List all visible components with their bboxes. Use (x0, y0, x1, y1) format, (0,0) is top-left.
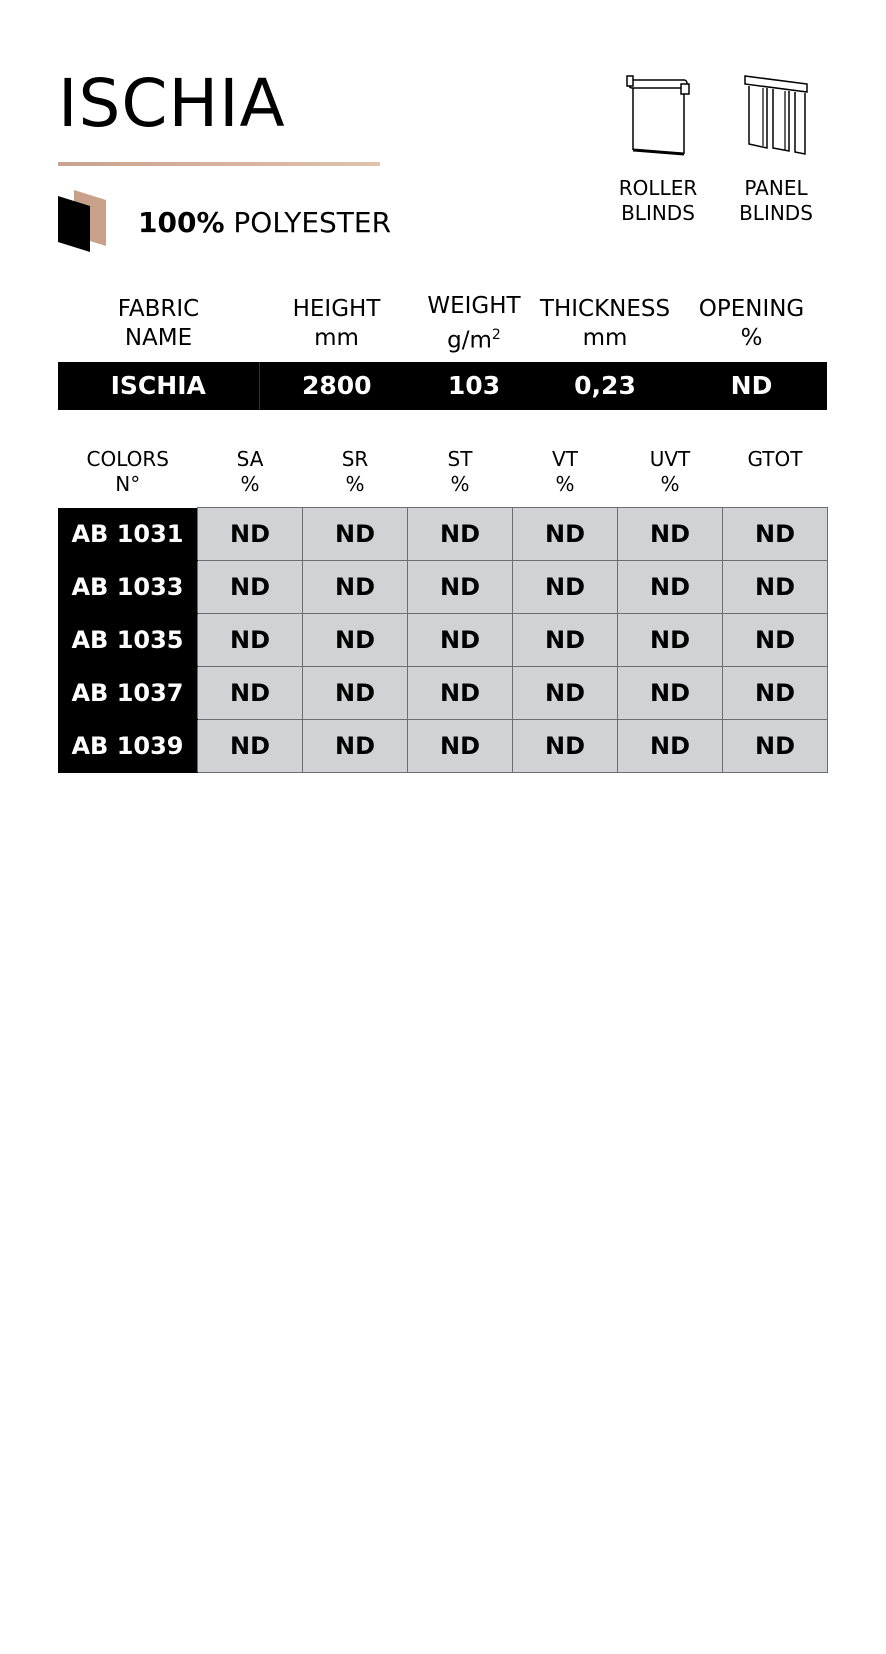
panel-blind-icon (741, 74, 811, 158)
value-st: ND (408, 667, 513, 720)
colors-header-uvt: UVT % (649, 447, 691, 496)
spec-header-weight: WEIGHT $g/m^2$ (427, 293, 521, 354)
spec-header-thickness: THICKNESS mm (539, 295, 671, 351)
color-code: AB 1031 (58, 508, 198, 561)
value-vt: ND (513, 561, 618, 614)
value-gtot: ND (723, 508, 828, 561)
value-st: ND (408, 508, 513, 561)
value-uvt: ND (618, 561, 723, 614)
value-sr: ND (303, 561, 408, 614)
value-uvt: ND (618, 508, 723, 561)
value-sa: ND (198, 561, 303, 614)
colors-header-sr: SR % (341, 447, 369, 496)
color-code: AB 1035 (58, 614, 198, 667)
value-gtot: ND (723, 614, 828, 667)
spec-opening: ND (676, 362, 827, 410)
fabric-title: ISCHIA (58, 65, 286, 142)
panel-blinds-line1: PANEL (744, 176, 808, 200)
spec-header-height: HEIGHT mm (292, 295, 381, 351)
value-uvt: ND (618, 667, 723, 720)
table-row (58, 720, 828, 773)
value-sr: ND (303, 614, 408, 667)
roller-blinds (603, 74, 713, 226)
value-st: ND (408, 720, 513, 773)
value-sa: ND (198, 508, 303, 561)
value-vt: ND (513, 667, 618, 720)
value-vt: ND (513, 720, 618, 773)
spec-fabric-name: ISCHIA (58, 362, 259, 410)
value-sr: ND (303, 720, 408, 773)
value-sr: ND (303, 508, 408, 561)
value-sa: ND (198, 667, 303, 720)
value-sa: ND (198, 720, 303, 773)
composition-material: POLYESTER (233, 206, 392, 239)
color-code: AB 1037 (58, 667, 198, 720)
roller-blinds-line2: BLINDS (621, 201, 695, 225)
composition-percent: 100% (138, 206, 225, 239)
colors-header-st: ST % (447, 447, 473, 496)
fabric-spec-table (58, 292, 827, 410)
value-gtot: ND (723, 720, 828, 773)
colors-header-row (58, 447, 828, 508)
roller-blinds-line1: ROLLER (618, 176, 698, 200)
spec-value-row (58, 362, 827, 410)
spec-header-opening: OPENING % (698, 295, 805, 351)
colors-header-number: COLORS N° (86, 447, 169, 496)
value-uvt: ND (618, 720, 723, 773)
color-code: AB 1039 (58, 720, 198, 773)
composition (138, 206, 391, 240)
value-sr: ND (303, 667, 408, 720)
value-sa: ND (198, 614, 303, 667)
value-vt: ND (513, 614, 618, 667)
value-gtot: ND (723, 561, 828, 614)
spec-height: 2800 (259, 362, 414, 410)
fabric-swatch-icon (58, 190, 108, 258)
spec-header-fabric-name: FABRIC NAME (117, 295, 200, 351)
table-row (58, 667, 828, 720)
spec-weight: 103 (414, 362, 534, 410)
colors-table (58, 447, 828, 773)
panel-blinds (721, 74, 831, 226)
colors-header-vt: VT % (552, 447, 578, 496)
colors-header-sa: SA % (236, 447, 264, 496)
spec-header-row (58, 292, 827, 362)
table-row (58, 614, 828, 667)
roller-blind-icon (625, 74, 691, 158)
panel-blinds-line2: BLINDS (739, 201, 813, 225)
value-vt: ND (513, 508, 618, 561)
table-row (58, 561, 828, 614)
value-gtot: ND (723, 667, 828, 720)
value-st: ND (408, 614, 513, 667)
spec-thickness: 0,23 (534, 362, 676, 410)
colors-header-gtot: GTOT (747, 447, 803, 471)
color-code: AB 1033 (58, 561, 198, 614)
title-underline (58, 162, 380, 166)
value-uvt: ND (618, 614, 723, 667)
table-row (58, 508, 828, 561)
value-st: ND (408, 561, 513, 614)
